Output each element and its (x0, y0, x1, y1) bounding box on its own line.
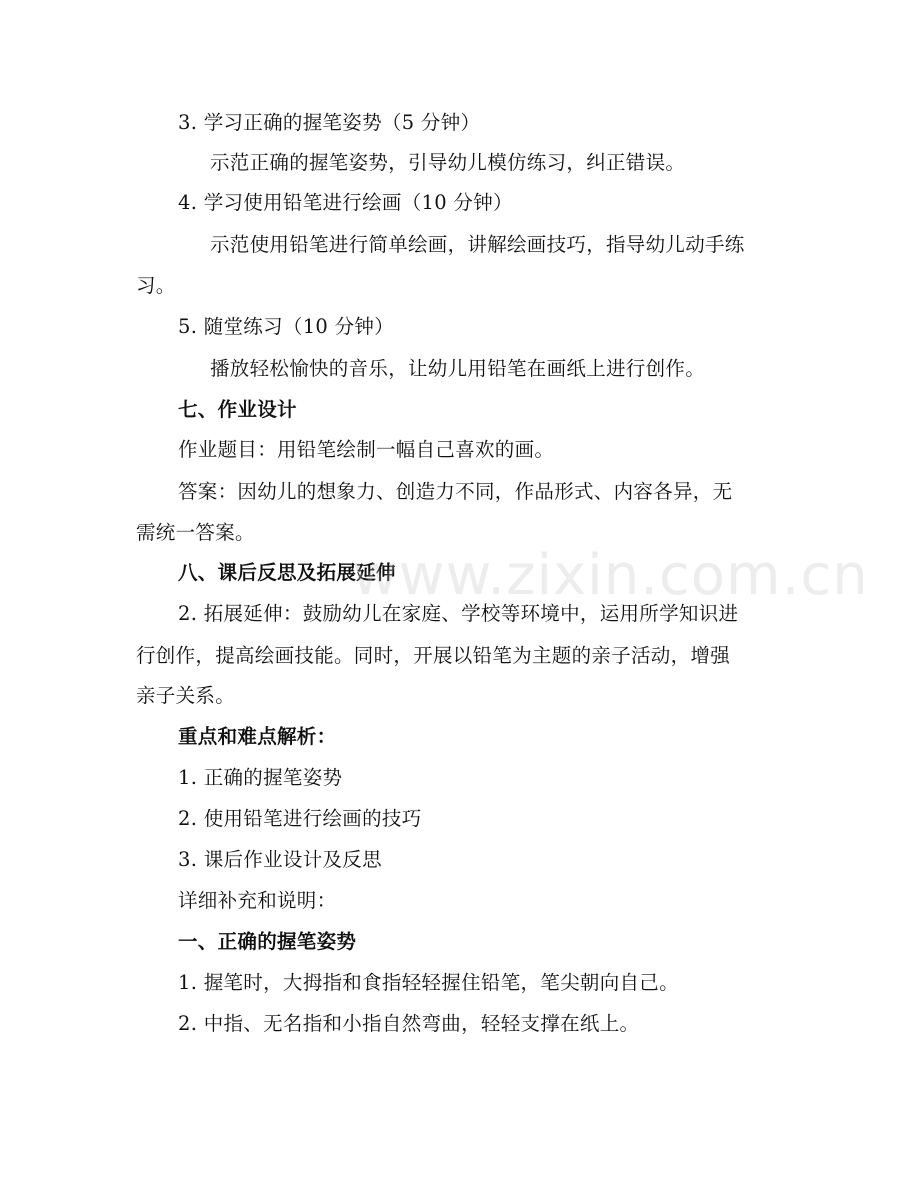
paragraph-line: 作业题目：用铅笔绘制一幅自己喜欢的画。 (178, 438, 555, 461)
list-item: 2. 使用铅笔进行绘画的技巧 (178, 807, 422, 830)
list-item: 3. 课后作业设计及反思 (178, 848, 382, 871)
paragraph-line-continued: 习。 (136, 274, 176, 297)
paragraph-line: 播放轻松愉快的音乐，让幼儿用铅笔在画纸上进行创作。 (210, 357, 706, 380)
paragraph-line: 示范正确的握笔姿势，引导幼儿模仿练习，纠正错误。 (210, 151, 686, 174)
list-item: 1. 正确的握笔姿势 (178, 766, 343, 789)
details-heading: 详细补充和说明： (178, 889, 337, 912)
paragraph-line-continued: 需统一答案。 (136, 521, 255, 544)
watermark: www.zixin.com.cn (352, 543, 869, 608)
list-item: 2. 中指、无名指和小指自然弯曲，轻轻支撑在纸上。 (178, 1012, 640, 1035)
list-item-3-heading: 3. 学习正确的握笔姿势（5 分钟） (178, 111, 481, 134)
paragraph-line-continued: 行创作，提高绘画技能。同时，开展以铅笔为主题的亲子活动，增强 (136, 644, 731, 667)
paragraph-line-continued: 亲子关系。 (136, 684, 236, 707)
paragraph-line: 2. 拓展延伸：鼓励幼儿在家庭、学校等环境中，运用所学知识进 (178, 602, 739, 625)
list-item-4-heading: 4. 学习使用铅笔进行绘画（10 分钟） (178, 191, 513, 214)
section-heading-8: 八、课后反思及拓展延伸 (178, 561, 396, 584)
section-heading-1: 一、正确的握笔姿势 (178, 930, 357, 953)
list-item: 1. 握笔时，大拇指和食指轻轻握住铅笔，笔尖朝向自己。 (178, 971, 679, 994)
section-heading-7: 七、作业设计 (178, 398, 297, 421)
list-item-5-heading: 5. 随堂练习（10 分钟） (178, 315, 395, 338)
key-points-heading: 重点和难点解析： (178, 725, 337, 748)
paragraph-line: 答案：因幼儿的想象力、创造力不同，作品形式、内容各异，无 (178, 480, 733, 503)
paragraph-line: 示范使用铅笔进行简单绘画，讲解绘画技巧，指导幼儿动手练 (210, 233, 745, 256)
